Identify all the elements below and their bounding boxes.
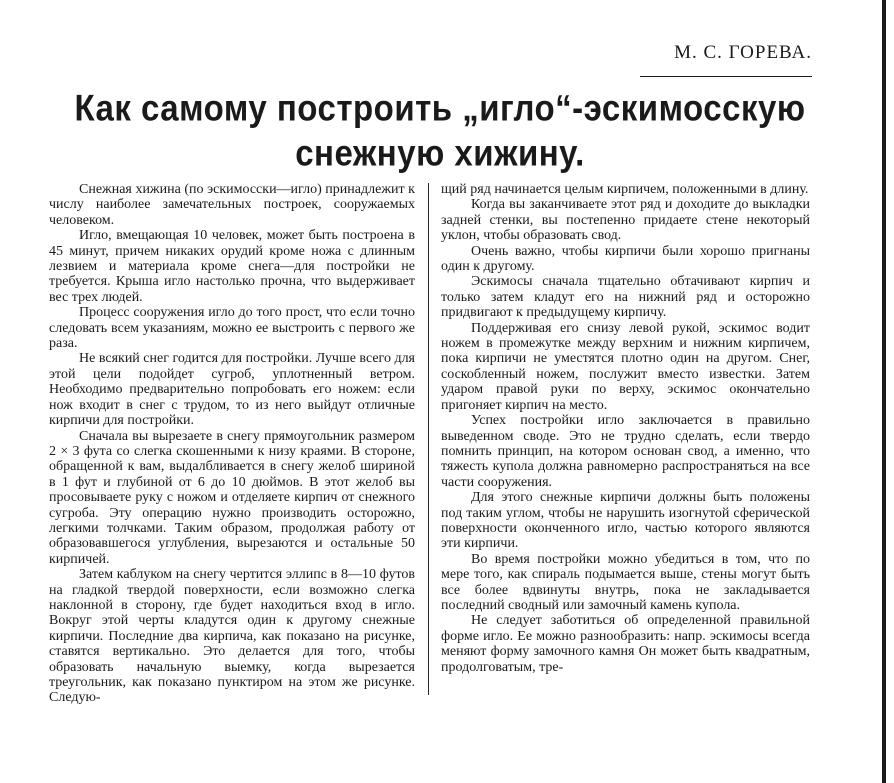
paragraph: Поддерживая его снизу левой рукой, эскимос водит ножем в промежутке между верхним и нижним кирпичем, пока кирпичи не уместятся плотно один на другом. Снег, соскобленный ножем, послужит вместо известки. Затем ударом правой руки по верху, эскимос окончательно пригоняет кирпич на место.	[441, 320, 810, 413]
paragraph-continued: щий ряд начинается целым кирпичем, положенными в длину.	[441, 182, 809, 197]
paragraph: Эскимосы сначала тщательно обтачивают кирпич и только затем кладут его на нижний ряд и осторожно придвигают к предыдущему кирпичу.	[441, 274, 810, 321]
article-title	[30, 86, 850, 176]
paragraph: Процесс сооружения игло до того прост, что если точно следовать всем указаниям, можно ее выстроить с первого же раза.	[49, 305, 415, 352]
paragraph: Для этого снежные кирпичи должны быть положены под таким углом, чтобы не нарушить изогнутой сферической поверхности оконченного игло, частью которого являются эти кирпичи.	[441, 490, 810, 552]
paragraph: Игло, вмещающая 10 человек, может быть построена в 45 минут, причем никаких орудий кроме ножа с длинным лезвием и материала кроме снега—для постройки не требуется. Крыша игло настолько прочна, что выдерживает вес трех людей.	[49, 228, 415, 305]
paragraph: Не всякий снег годится для постройки. Лучше всего для этой цели подойдет сугроб, уплотненный ветром. Необходимо предварительно попробовать его ножем: если нож входит в снег с трудом, то из него выйдут отличные кирпичи для постройки.	[49, 351, 415, 429]
page-edge-rule	[882, 0, 886, 783]
left-column	[49, 182, 415, 706]
paragraph: Когда вы заканчиваете этот ряд и доходите до выкладки задней стенки, вы постепенно придаете стене некоторый уклон, чтобы образовать свод.	[441, 197, 810, 244]
right-column	[441, 182, 810, 675]
paragraph: Затем каблуком на снегу чертится эллипс в 8—10 футов на гладкой твердой поверхности, если возможно слегка наклонной в сторону, где будет находиться вход в игло. Вокруг этой черты кладутся один к другому снежные кирпичи. Последние два кирпича, как показано на рисунке, ставятся вертикально. Это делается для того, чтобы образовать начальную выемку, когда вырезается треугольник, как показано пунктиром на этом же рисунке. Следую-	[49, 567, 415, 706]
paragraph: Очень важно, чтобы кирпичи были хорошо пригнаны один к другому.	[441, 243, 810, 275]
column-divider	[428, 183, 429, 695]
paragraph: Во время постройки можно убедиться в том, что по мере того, как спираль подымается выше, стены могут быть все более вдвинуты внутрь, пока не закладывается последний сводный или замочный камень купола.	[441, 551, 810, 613]
title-line-1: Как самому построить „игло“-эскимосскую	[74, 87, 806, 129]
title-line-2: снежную хижину.	[295, 131, 585, 174]
author-name: М. С. ГОРЕВА.	[674, 42, 812, 63]
paragraph: Успех постройки игло заключается в правильно выведенном своде. Это не трудно сделать, если твердо помнить принцип, на котором основан свод, а именно, что тяжесть купола должна равномерно распространяться на все части сооружения.	[441, 413, 810, 490]
paragraph: Снежная хижина (по эскимосски—игло) принадлежит к числу наиболее замечательных построек, сооружаемых человеком.	[49, 182, 415, 228]
author-underline	[640, 76, 812, 77]
paragraph: Сначала вы вырезаете в снегу прямоугольник размером 2 × 3 фута со слегка скошенными к низу краями. В стороне, обращенной к вам, выдалбливается в снегу желоб шириной в 1 фут и глубиной от 6 до 10 дюймов. В этот желоб вы просовываете руку с ножом и отделяете кирпич от снежного сугроба. Эту операцию нужно производить осторожно, легкими толчками. Таким образом, продолжая работу от образовавшегося углубления, вырезаются и остальные 50 кирпичей.	[49, 428, 415, 567]
paragraph: Не следует заботиться об определенной правильной форме игло. Ее можно разнообразить: напр. эскимосы всегда меняют форму замочного камня Он может быть квадратным, продолговатым, тре-	[441, 613, 810, 675]
